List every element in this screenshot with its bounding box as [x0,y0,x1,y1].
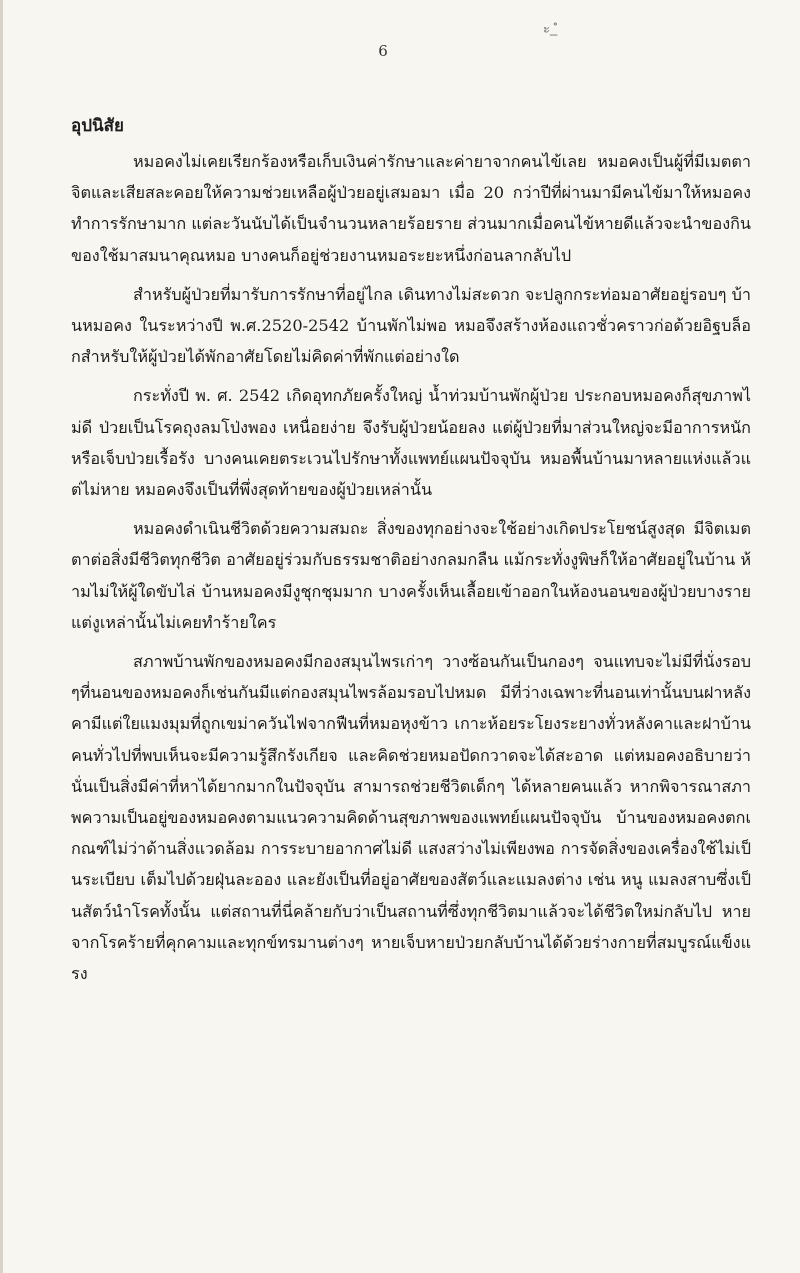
section-heading: อุปนิสัย [71,116,124,136]
page-number: 6 [378,42,388,60]
paragraph-4: หมอคงดำเนินชีวิตด้วยความสมถะ สิ่งของทุกอย่างจะใช้อย่างเกิดประโยชน์สูงสุด มีจิตเมตตาต่อสิ่งมีชีวิตทุกชีวิต อาศัยอยู่ร่วมกับธรรมชาติอย่างกลมกลืน แม้กระทั่งงูพิษก็ให้อาศัยอยู่ในบ้าน ห้ามไม่ให้ผู้ใดขับไล่ บ้านหมอคงมีงูชุกชุมมาก บางครั้งเห็นเลื้อยเข้าออกในห้องนอนของผู้ป่วยบางราย แต่งูเหล่านั้นไม่เคยทำร้ายใคร [71,519,751,632]
paragraph-2: สำหรับผู้ป่วยที่มารับการรักษาที่อยู่ไกล เดินทางไม่สะดวก จะปลูกกระท่อมอาศัยอยู่รอบๆ บ้านหมอคง ในระหว่างปี พ.ศ.2520-2542 บ้านพักไม่พอ หมอจึงสร้างห้องแถวชั่วคราวก่อด้วยอิฐบล็อกสำหรับให้ผู้ป่วยได้พักอาศัยโดยไม่คิดค่าที่พักแต่อย่างใด [71,284,751,367]
paragraph-1: หมอคงไม่เคยเรียกร้องหรือเก็บเงินค่ารักษาและค่ายาจากคนไข้เลย หมอคงเป็นผู้ที่มีเมตตาจิตและเสียสละคอยให้ความช่วยเหลือผู้ป่วยอยู่เสมอมา เมื่อ 20 กว่าปีที่ผ่านมามีคนไข้มาให้หมอคงทำการรักษามาก แต่ละวันนับได้เป็นจำนวนหลายร้อยราย ส่วนมากเมื่อคนไข้หายดีแล้วจะนำของกินของใช้มาสมนาคุณหมอ บางคนก็อยู่ช่วยงานหมอระยะหนึ่งก่อนลากลับไป [71,152,751,265]
page-content [71,112,751,997]
paragraph-3: กระทั่งปี พ. ศ. 2542 เกิดอุทกภัยครั้งใหญ่ น้ำท่วมบ้านพักผู้ป่วย ประกอบหมอคงก็สุขภาพไม่ดี ป่วยเป็นโรคถุงลมโป่งพอง เหนื่อยง่าย จึงรับผู้ป่วยน้อยลง แต่ผู้ป่วยที่มาส่วนใหญ่จะมีอาการหนัก หรือเจ็บป่วยเรื้อรัง บางคนเคยตระเวนไปรักษาทั้งแพทย์แผนปัจจุบัน หมอพื้นบ้านมาหลายแห่งแล้วแต่ไม่หาย หมอคงจึงเป็นที่พึ่งสุดท้ายของผู้ป่วยเหล่านั้น [71,386,751,500]
paragraph-5: สภาพบ้านพักของหมอคงมีกองสมุนไพรเก่าๆ วางซ้อนกันเป็นกองๆ จนแทบจะไม่มีที่นั่งรอบๆที่นอนของหมอคงก็เช่นกันมีแต่กองสมุนไพรล้อมรอบไปหมด มีที่ว่างเฉพาะที่นอนเท่านั้นบนฝาหลังคามีแต่ใยแมงมุมที่ถูกเขม่าควันไฟจากฟืนที่หมอหุงข้าว เกาะห้อยระโยงระยางทั่วหลังคาและฝาบ้าน คนทั่วไปที่พบเห็นจะมีความรู้สึกรังเกียจ และคิดช่วยหมอปัดกวาดจะได้สะอาด แต่หมอคงอธิบายว่านั่นเป็นสิ่งมีค่าที่หาได้ยากมากในปัจจุบัน สามารถช่วยชีวิตเด็กๆ ได้หลายคนแล้ว หากพิจารณาสภาพความเป็นอยู่ของหมอคงตามแนวความคิดด้านสุขภาพของแพทย์แผนปัจจุบัน บ้านของหมอคงตกเกณฑ์ไม่ว่าด้านสิ่งแวดล้อม การระบายอากาศไม่ดี แสงสว่างไม่เพียงพอ การจัดสิ่งของเครื่องใช้ไม่เป็นระเบียบ เต็มไปด้วยฝุ่นละออง และยังเป็นที่อยู่อาศัยของสัตว์และแมลงต่าง เช่น หนู แมลงสาบซึ่งเป็นสัตว์นำโรคทั้งนั้น แต่สถานที่นี่คล้ายกับว่าเป็นสถานที่ซึ่งทุกชีวิตมาแล้วจะได้ชีวิตใหม่กลับไป หายจากโรคร้ายที่คุกคามและทุกข์ทรมานต่างๆ หายเจ็บหายป่วยกลับบ้านได้ด้วยร่างกายที่สมบูรณ์แข็งแรง [71,652,751,984]
corner-mark: ะ_ํ [543,22,558,37]
